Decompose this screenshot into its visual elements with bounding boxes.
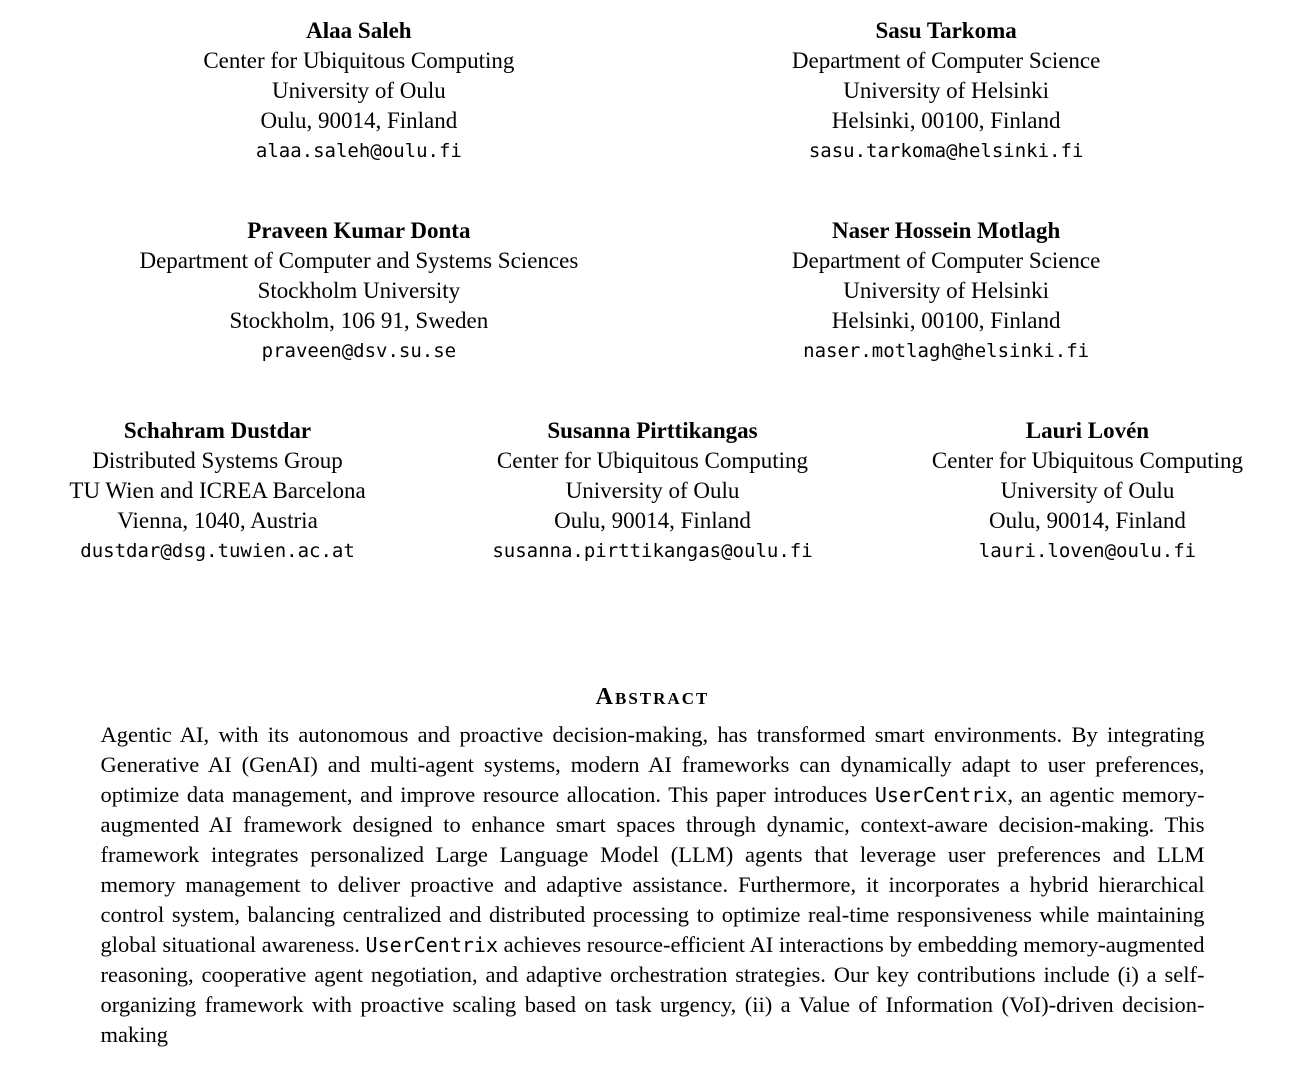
author-affiliation-line: University of Helsinki [843, 78, 1049, 103]
author-affiliation-line: University of Oulu [565, 478, 740, 503]
author-email: naser.motlagh@helsinki.fi [803, 340, 1090, 362]
author-affiliation-line: Helsinki, 00100, Finland [831, 308, 1061, 333]
author-affiliation-line: Oulu, 90014, Finland [260, 108, 458, 133]
author-name: Sasu Tarkoma [875, 18, 1017, 43]
inline-code-usercentrix: UserCentrix [874, 783, 1008, 807]
author-affiliation-line: Distributed Systems Group [92, 448, 343, 473]
author-affiliation-line: Center for Ubiquitous Computing [931, 448, 1243, 473]
author-email: dustdar@dsg.tuwien.ac.at [80, 540, 355, 562]
author-name: Susanna Pirttikangas [547, 418, 758, 443]
author-row-3 [0, 416, 1305, 566]
author-affiliation-line: Helsinki, 00100, Finland [831, 108, 1061, 133]
author-affiliation-line: Vienna, 1040, Austria [117, 508, 318, 533]
author-name: Lauri Lovén [1025, 418, 1150, 443]
author-block-praveen-kumar-donta [65, 216, 652, 366]
author-affiliation-line: Center for Ubiquitous Computing [203, 48, 515, 73]
author-affiliation-line: Oulu, 90014, Finland [989, 508, 1186, 533]
author-name: Praveen Kumar Donta [247, 218, 471, 243]
author-block-naser-hossein-motlagh [653, 216, 1240, 366]
author-row-2 [0, 216, 1305, 366]
author-affiliation-line: Center for Ubiquitous Computing [496, 448, 809, 473]
author-email: sasu.tarkoma@helsinki.fi [808, 140, 1084, 162]
author-affiliation-line: University of Oulu [271, 78, 446, 103]
author-affiliation-line: Stockholm University [257, 278, 461, 303]
abstract-text-run: , an agentic memory-augmented AI framework designed to enhance smart spaces through dynamic, context-aware decision-making. This framework integrates personalized Large Language Model (LLM) agents that leverage user preferences and LLM memory management to deliver proactive and adaptive assistance. Furthermore, it incorporates a hybrid hierarchical control system, balancing centralized and distributed processing to optimize real-time responsiveness while maintaining global situational awareness. [100, 782, 1205, 957]
author-name: Schahram Dustdar [123, 418, 312, 443]
author-block-sasu-tarkoma [653, 16, 1240, 166]
author-block-alaa-saleh [65, 16, 652, 166]
author-affiliation-line: Stockholm, 106 91, Sweden [229, 308, 489, 333]
author-block-susanna-pirttikangas [435, 416, 870, 566]
author-name: Naser Hossein Motlagh [831, 218, 1061, 243]
author-affiliation-line: University of Oulu [1000, 478, 1175, 503]
author-email: alaa.saleh@oulu.fi [255, 140, 462, 162]
author-affiliation-line: Department of Computer Science [791, 248, 1101, 273]
author-name: Alaa Saleh [306, 18, 412, 43]
abstract-text-run: Agentic AI, with its autonomous and proactive decision-making, has transformed smart environments. By integrating Generative AI (GenAI) and multi-agent systems, modern AI frameworks can dynamically adapt to user preferences, optimize data management, and improve resource allocation. This paper introduces [100, 722, 1205, 807]
author-block-schahram-dustdar [0, 416, 435, 566]
author-email: lauri.loven@oulu.fi [978, 540, 1197, 562]
author-affiliation-line: Oulu, 90014, Finland [554, 508, 751, 533]
abstract-heading: Abstract [595, 684, 710, 710]
author-email: praveen@dsv.su.se [261, 340, 457, 362]
author-affiliation-line: TU Wien and ICREA Barcelona [69, 478, 366, 503]
author-row-1 [0, 16, 1305, 166]
abstract-paragraph [101, 720, 1205, 1050]
author-block-lauri-loven [870, 416, 1305, 566]
author-affiliation-line: University of Helsinki [843, 278, 1049, 303]
author-affiliation-line: Department of Computer and Systems Sciences [139, 248, 579, 273]
author-affiliation-line: Department of Computer Science [791, 48, 1101, 73]
author-email: susanna.pirttikangas@oulu.fi [492, 540, 813, 562]
inline-code-usercentrix: UserCentrix [365, 933, 498, 957]
abstract-text-run: achieves resource-efficient AI interactions by embedding memory-augmented reasoning, cooperative agent negotiation, and adaptive orchestration strategies. Our key contributions include (i) a self-organizing framework with proactive scaling based on task urgency, (ii) a Value of Information (VoI)-driven decision-making [100, 932, 1205, 1047]
